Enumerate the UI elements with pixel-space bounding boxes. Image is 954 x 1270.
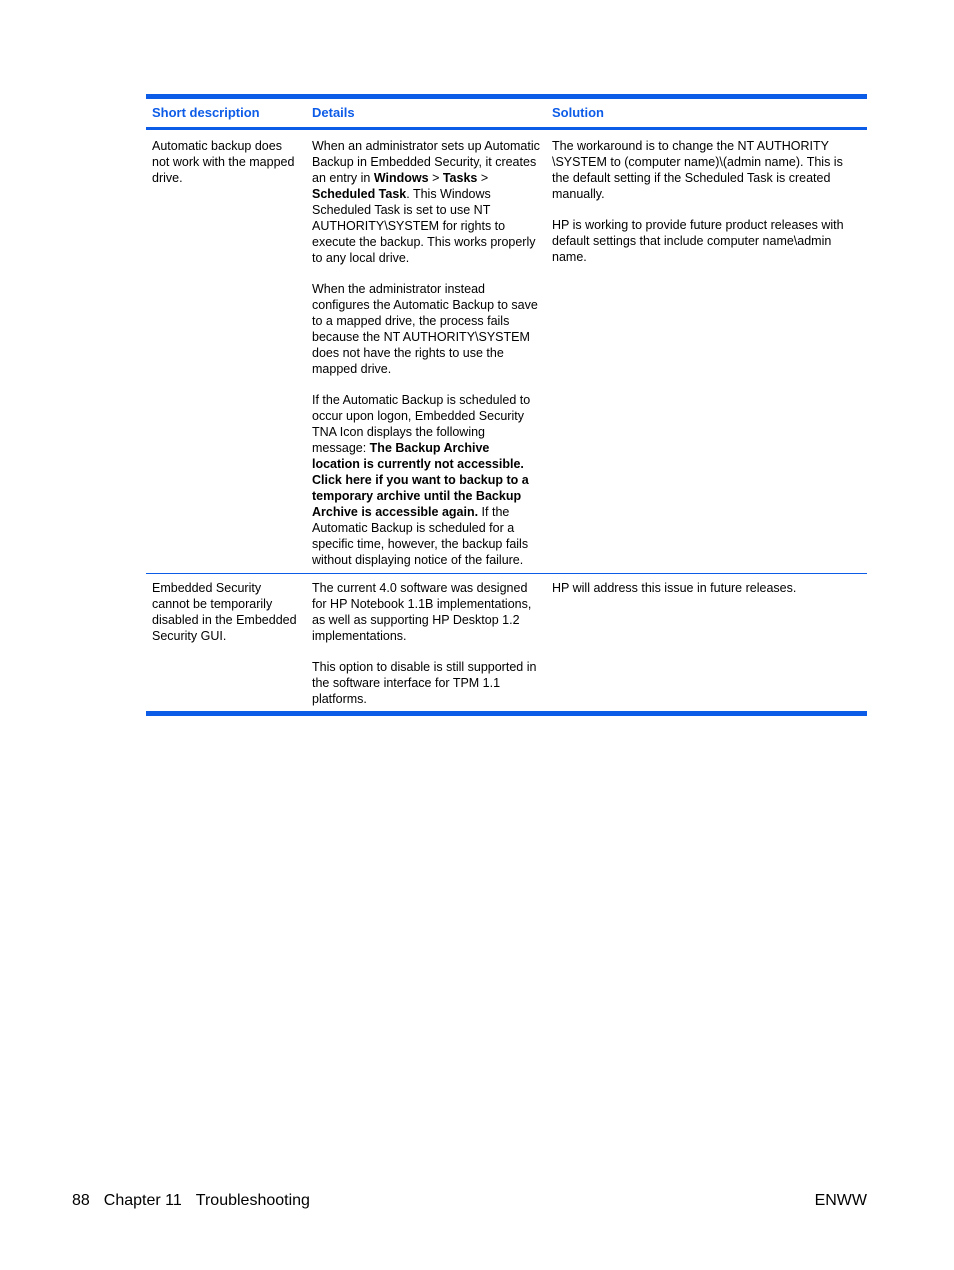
footer-left xyxy=(72,1192,324,1210)
header-solution: Solution xyxy=(552,105,604,120)
page-footer xyxy=(72,1192,867,1210)
section-title: Troubleshooting xyxy=(195,1192,310,1209)
row1-details-paragraph-1 xyxy=(312,138,540,266)
table-bottom-rule xyxy=(146,711,867,716)
menu-path-separator: > xyxy=(428,171,443,185)
menu-path-scheduled-task: Scheduled Task xyxy=(312,187,407,201)
row1-details-paragraph-3 xyxy=(312,392,540,568)
row2-solution-paragraph-1: HP will address this issue in future releases. xyxy=(552,581,797,595)
menu-path-separator: > xyxy=(477,171,489,185)
row2-details xyxy=(306,574,546,707)
page-number: 88 xyxy=(72,1192,90,1209)
row1-solution-paragraph-1: The workaround is to change the NT AUTHORITY \SYSTEM to (computer name)\(admin name). This is the default setting if the Scheduled Task is created manually. xyxy=(552,139,843,201)
row1-details xyxy=(306,130,546,568)
row1-details-text: . This Windows Scheduled Task is set to use NT AUTHORITY\SYSTEM for rights to execute the backup. This works properly to any local drive. xyxy=(312,187,536,265)
row2-details-paragraph-2: This option to disable is still supported in the software interface for TPM 1.1 platforms. xyxy=(312,660,537,706)
row1-solution-paragraph-2: HP is working to provide future product releases with default settings that include computer name\admin name. xyxy=(552,218,844,264)
backup-archive-message: The Backup Archive location is currently not accessible. Click here if you want to backup to a temporary archive until the Backup Archive is accessible again. xyxy=(312,441,529,519)
menu-path-windows: Windows xyxy=(373,171,429,185)
row1-solution xyxy=(546,130,867,568)
chapter-label: Chapter 11 xyxy=(103,1192,182,1209)
footer-code: ENWW xyxy=(814,1192,867,1209)
row1-details-text: When an administrator sets up Automatic Backup in Embedded Security, it creates an entry in xyxy=(312,139,540,185)
row1-short-description: Automatic backup does not work with the mapped drive. xyxy=(152,139,295,185)
header-details: Details xyxy=(312,105,355,120)
header-short-description: Short description xyxy=(152,105,260,120)
table-header-row xyxy=(146,99,867,130)
table-row xyxy=(146,574,867,711)
table-row xyxy=(146,130,867,574)
menu-path-tasks: Tasks xyxy=(442,171,478,185)
row1-details-text: If the Automatic Backup is scheduled for a specific time, however, the backup fails without displaying notice of the failure. xyxy=(312,505,529,567)
row2-details-paragraph-1: The current 4.0 software was designed for HP Notebook 1.1B implementations, as well as supporting HP Desktop 1.2 implementations. xyxy=(312,581,532,643)
row1-details-text: If the Automatic Backup is scheduled to occur upon logon, Embedded Security TNA Icon displays the following message: xyxy=(312,393,531,455)
row2-short-description: Embedded Security cannot be temporarily disabled in the Embedded Security GUI. xyxy=(152,581,297,643)
row2-solution xyxy=(546,574,867,707)
troubleshooting-table xyxy=(146,94,867,716)
row1-details-paragraph-2: When the administrator instead configures the Automatic Backup to save to a mapped drive, the process fails because the NT AUTHORITY\SYSTEM does not have the rights to use the mapped drive. xyxy=(312,282,538,376)
